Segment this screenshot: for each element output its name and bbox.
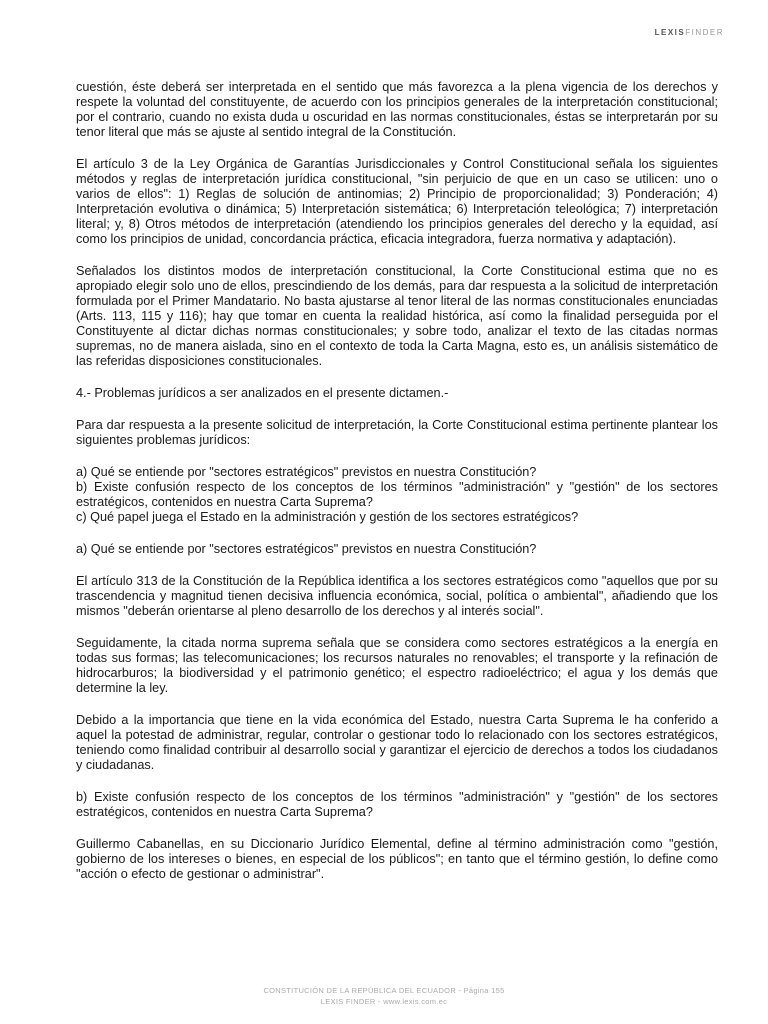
problem-item-b: b) Existe confusión respecto de los conceptos de los términos "administración" y "gestión" de los sectores estratégicos, contenidos en nuestra Carta Suprema? xyxy=(76,480,718,509)
problems-list xyxy=(76,465,718,525)
paragraph-cabanellas-definition: Guillermo Cabanellas, en su Diccionario Jurídico Elemental, define al término administración como "gestión, gobierno de los intereses o bienes, en especial de los públicos"; en tanto que el término gestión, lo define como "acción o efecto de gestionar o administrar". xyxy=(76,837,718,881)
page-footer xyxy=(0,985,768,1007)
logo-part-lexis: LEXIS xyxy=(654,28,686,37)
paragraph-article-313: El artículo 313 de la Constitución de la República identifica a los sectores estratégicos como "aquellos que por su trascendencia y magnitud tienen decisiva influencia económica, social, política o ambiental", añadiendo que los mismos "deberán orientarse al pleno desarrollo de los derechos y al interés social". xyxy=(76,574,718,618)
document-body xyxy=(76,80,718,899)
footer-publisher-line: LEXIS FINDER - www.lexis.com.ec xyxy=(320,997,448,1006)
paragraph-state-powers: Debido a la importancia que tiene en la vida económica del Estado, nuestra Carta Suprema le ha conferido a aquel la potestad de administrar, regular, controlar o gestionar todo lo relacionado con los sectores estratégicos, teniendo como finalidad contribuir al desarrollo social y garantizar el ejercicio de derechos a todos los ciudadanos y ciudadanas. xyxy=(76,713,718,772)
problem-item-a: a) Qué se entiende por "sectores estratégicos" previstos en nuestra Constitución? xyxy=(76,465,537,479)
section-a-heading: a) Qué se entiende por "sectores estratégicos" previstos en nuestra Constitución? xyxy=(76,542,537,556)
paragraph-interpretation-modes: Señalados los distintos modos de interpretación constitucional, la Corte Constitucional estima que no es apropiado elegir solo uno de ellos, prescindiendo de los demás, para dar respuesta a la solicitud de interpretación formulada por el Primer Mandatario. No basta ajustarse al tenor literal de las normas constitucionales enunciadas (Arts. 113, 115 y 116); hay que tomar en cuenta la realidad histórica, así como la finalidad perseguida por el Constituyente al dictar dichas normas constitucionales; y sobre todo, analizar el texto de las citadas normas supremas, no de manera aislada, sino en el contexto de toda la Carta Magna, esto es, un análisis sistemático de las referidas disposiciones constitucionales. xyxy=(76,264,718,368)
logo-part-finder: FINDER xyxy=(685,28,724,37)
section-b-heading: b) Existe confusión respecto de los conceptos de los términos "administración" y "gestión" de los sectores estratégicos, contenidos en nuestra Carta Suprema? xyxy=(76,790,718,819)
paragraph-problems-intro: Para dar respuesta a la presente solicitud de interpretación, la Corte Constitucional estima pertinente plantear los siguientes problemas jurídicos: xyxy=(76,418,718,447)
paragraph-article-3: El artículo 3 de la Ley Orgánica de Garantías Jurisdiccionales y Control Constitucional señala los siguientes métodos y reglas de interpretación jurídica constitucional, "sin perjuicio de que en un caso se utilicen: uno o varios de ellos": 1) Reglas de solución de antinomias; 2) Principio de proporcionalidad; 3) Ponderación; 4) Interpretación evolutiva o dinámica; 5) Interpretación sistemática; 6) Interpretación teleológica; 7) interpretación literal; y, 8) Otros métodos de interpretación (atendiendo los principios generales del derecho y la equidad, así como los principios de unidad, concordancia práctica, eficacia integradora, fuerza normativa y adaptación). xyxy=(76,157,718,246)
lexis-finder-logo xyxy=(655,28,724,37)
paragraph-strategic-sectors-list: Seguidamente, la citada norma suprema señala que se considera como sectores estratégicos a la energía en todas sus formas; las telecomunicaciones; los recursos naturales no renovables; el transporte y la refinación de hidrocarburos; la biodiversidad y el patrimonio genético; el espectro radioeléctrico; el agua y los demás que determine la ley. xyxy=(76,636,718,695)
footer-source-line: CONSTITUCIÓN DE LA REPÚBLICA DEL ECUADOR - Página 155 xyxy=(263,986,505,995)
paragraph-interpretation-continued: cuestión, éste deberá ser interpretada en el sentido que más favorezca a la plena vigencia de los derechos y respete la voluntad del constituyente, de acuerdo con los principios generales de la interpretación constitucional; por el contrario, cuando no exista duda u oscuridad en las normas constitucionales, éstas se interpretarán por su tenor literal que más se ajuste al sentido integral de la Constitución. xyxy=(76,80,718,139)
section-heading-problems: 4.- Problemas jurídicos a ser analizados en el presente dictamen.- xyxy=(76,386,449,400)
problem-item-c: c) Qué papel juega el Estado en la administración y gestión de los sectores estratégicos? xyxy=(76,510,579,524)
